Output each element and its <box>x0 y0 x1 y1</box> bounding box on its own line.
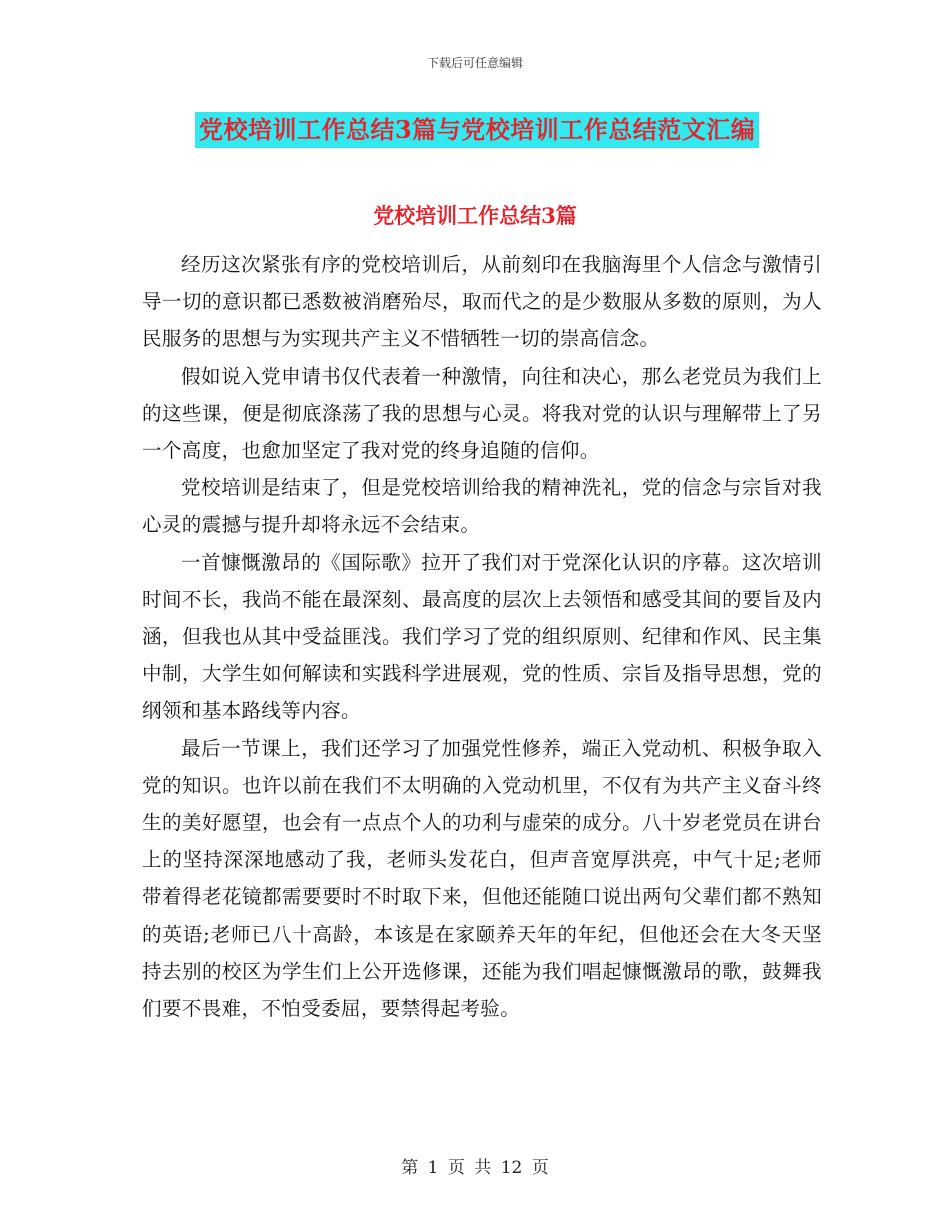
section-title: 党校培训工作总结3篇 <box>373 203 577 228</box>
header-note: 下载后可任意编辑 <box>426 56 523 70</box>
main-title: 党校培训工作总结3篇与党校培训工作总结范文汇编 <box>195 112 759 148</box>
paragraph: 经历这次紧张有序的党校培训后，从前刻印在我脑海里个人信念与激情引导一切的意识都已悉数被消磨殆尽，取而代之的是少数服从多数的原则，为人民服务的思想与为实现共产主义不惜牺牲一切的崇高信念。 <box>142 253 822 351</box>
paragraph: 一首慷慨激昂的《国际歌》拉开了我们对于党深化认识的序幕。这次培训时间不长，我尚不能在最深刻、最高度的层次上去领悟和感受其间的要旨及内涵，但我也从其中受益匪浅。我们学习了党的组织原则、纪律和作风、民主集中制，大学生如何解读和实践科学进展观，党的性质、宗旨及指导思想，党的纲领和基本路线等内容。 <box>142 550 822 723</box>
body-text <box>142 246 822 1027</box>
paragraph: 假如说入党申请书仅代表着一种激情，向往和决心，那么老党员为我们上的这些课，便是彻底涤荡了我的思想与心灵。将我对党的认识与理解带上了另一个高度，也愈加坚定了我对党的终身追随的信仰。 <box>142 364 822 463</box>
paragraph: 党校培训是结束了，但是党校培训给我的精神洗礼，党的信念与宗旨对我心灵的震撼与提升却将永远不会结束。 <box>142 476 822 537</box>
page-footer: 第 1 页 共 12 页 <box>401 1158 549 1178</box>
paragraph: 最后一节课上，我们还学习了加强党性修养，端正入党动机、积极争取入党的知识。也许以前在我们不太明确的入党动机里，不仅有为共产主义奋斗终生的美好愿望，也会有一点点个人的功利与虚荣的成分。八十岁老党员在讲台上的坚持深深地感动了我，老师头发花白，但声音宽厚洪亮，中气十足;老师带着得老花镜都需要要时不时取下来，但他还能随口说出两句父辈们都不熟知的英语;老师已八十高龄，本该是在家颐养天年的年纪，但他还会在大冬天坚持去别的校区为学生们上公开选修课，还能为我们唱起慷慨激昂的歌，鼓舞我们要不畏难，不怕受委屈，要禁得起考验。 <box>142 736 822 1021</box>
